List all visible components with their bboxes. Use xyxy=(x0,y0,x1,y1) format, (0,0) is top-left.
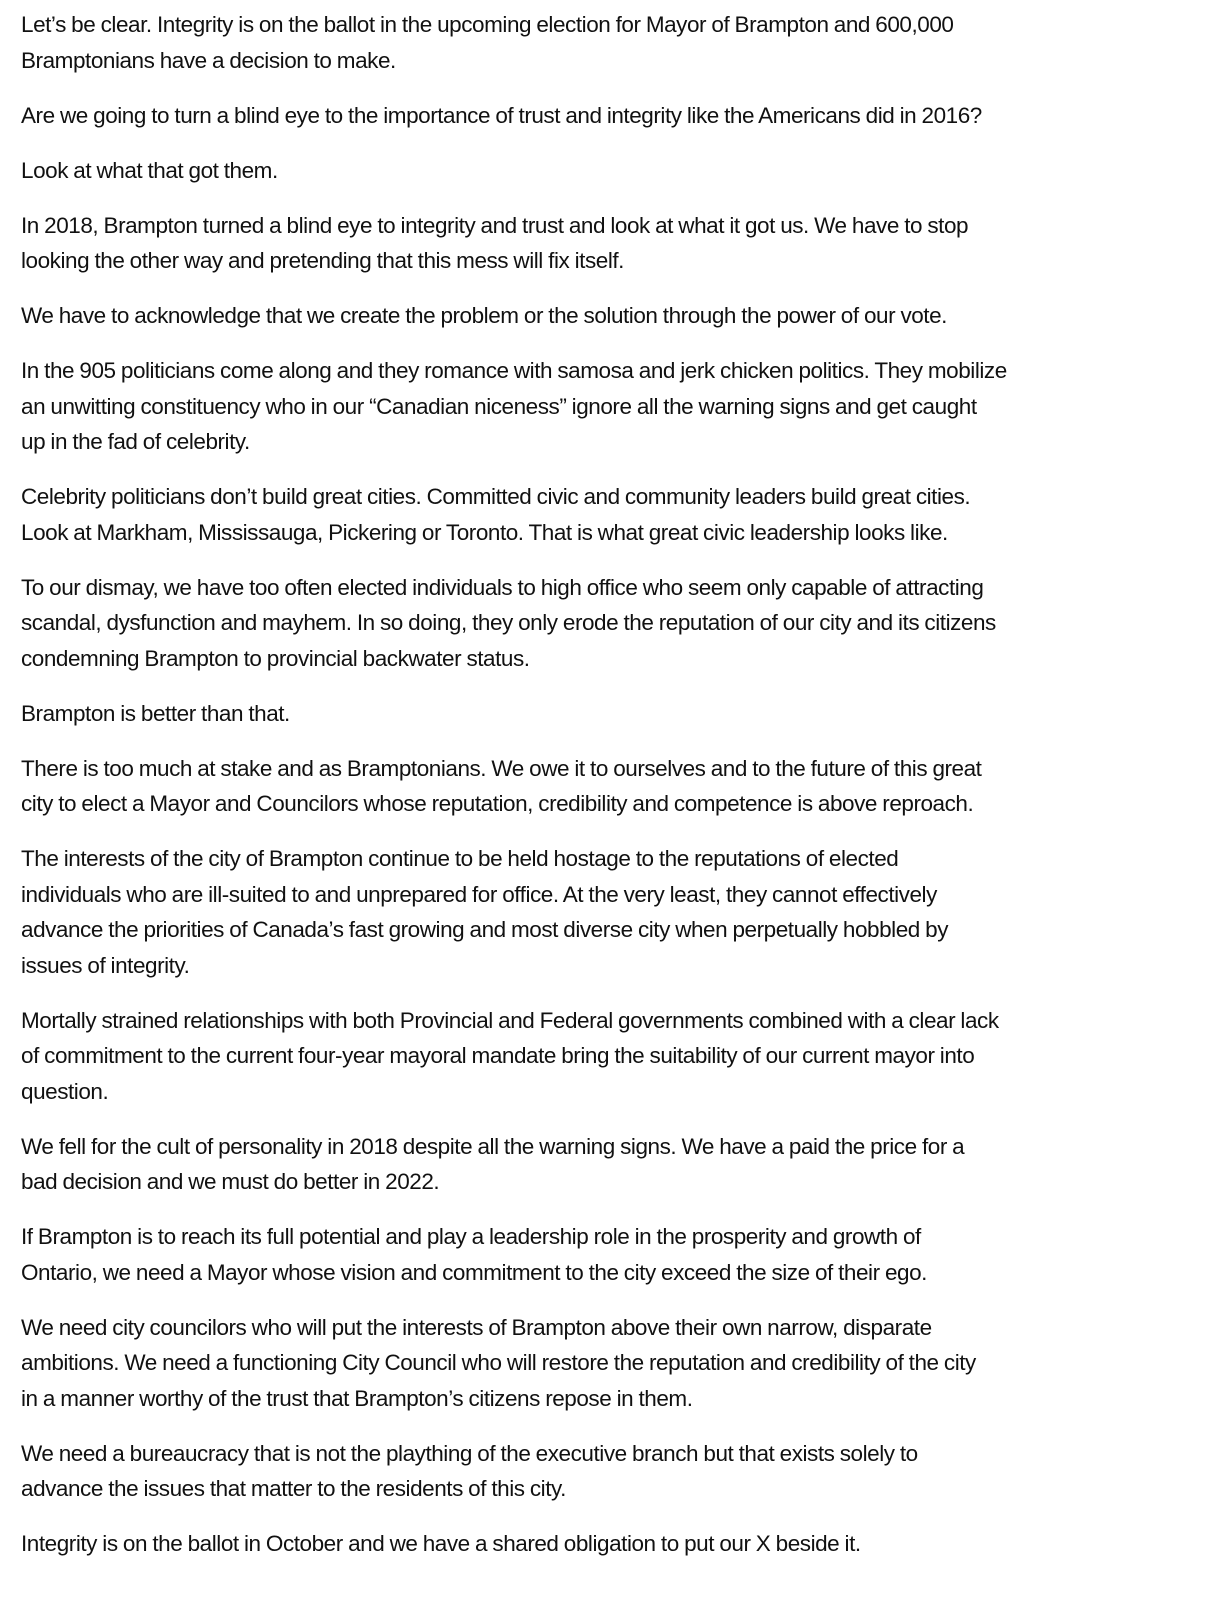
text-line: Look at Markham, Mississauga, Pickering or Toronto. That is what great civic leadership looks like. xyxy=(21,519,948,545)
text-line: Brampton is better than that. xyxy=(21,700,290,726)
paragraph xyxy=(21,7,1181,78)
paragraph xyxy=(21,570,1181,677)
text-line: In the 905 politicians come along and they romance with samosa and jerk chicken politics. They mobilize xyxy=(21,358,1007,383)
text-line: city to elect a Mayor and Councilors whose reputation, credibility and competence is above reproach. xyxy=(21,791,974,816)
paragraph xyxy=(21,1129,1181,1200)
text-line: Mortally strained relationships with both Provincial and Federal governments combined with a clear lack xyxy=(21,1007,999,1033)
paragraph xyxy=(21,1219,1181,1290)
text-line: Let’s be clear. Integrity is on the ballot in the upcoming election for Mayor of Brampton and 600,000 xyxy=(21,12,954,37)
text-line: Are we going to turn a blind eye to the importance of trust and integrity like the Americans did in 2016? xyxy=(21,102,982,128)
text-line: To our dismay, we have too often elected individuals to high office who seem only capable of attracting xyxy=(21,574,984,600)
paragraph xyxy=(21,479,1181,550)
text-line: advance the priorities of Canada’s fast growing and most diverse city when perpetually hobbled by xyxy=(21,917,949,942)
text-line: We have to acknowledge that we create the problem or the solution through the power of our vote. xyxy=(21,303,947,328)
text-line: If Brampton is to reach its full potential and play a leadership role in the prosperity and growth of xyxy=(21,1224,921,1249)
text-line: Celebrity politicians don’t build great cities. Committed civic and community leaders build great cities. xyxy=(21,484,971,509)
text-line: We fell for the cult of personality in 2018 despite all the warning signs. We have a paid the price for a xyxy=(21,1133,965,1159)
text-line: an unwitting constituency who in our “Canadian niceness” ignore all the warning signs and get caught xyxy=(21,393,977,419)
text-line: bad decision and we must do better in 2022. xyxy=(21,1169,440,1194)
text-line: ambitions. We need a functioning City Council who will restore the reputation and credibility of the city xyxy=(21,1350,976,1375)
text-line: The interests of the city of Brampton continue to be held hostage to the reputations of elected xyxy=(21,846,899,871)
text-line: up in the fad of celebrity. xyxy=(21,429,250,454)
text-line: In 2018, Brampton turned a blind eye to integrity and trust and look at what it got us. We have to stop xyxy=(21,212,969,238)
text-line: Ontario, we need a Mayor whose vision and commitment to the city exceed the size of their ego. xyxy=(21,1259,927,1285)
paragraph xyxy=(21,696,1181,732)
text-line: We need a bureaucracy that is not the plaything of the executive branch but that exists solely to xyxy=(21,1440,918,1466)
text-line: question. xyxy=(21,1078,109,1104)
text-line: looking the other way and pretending that this mess will fix itself. xyxy=(21,248,624,273)
paragraph xyxy=(21,1310,1181,1417)
paragraph xyxy=(21,1436,1181,1507)
text-line: Integrity is on the ballot in October and we have a shared obligation to put our X beside it. xyxy=(21,1531,861,1556)
text-line: advance the issues that matter to the residents of this city. xyxy=(21,1476,566,1501)
paragraph xyxy=(21,208,1181,279)
paragraph xyxy=(21,1526,1181,1562)
text-line: Bramptonians have a decision to make. xyxy=(21,47,396,73)
paragraph xyxy=(21,751,1181,822)
text-line: Look at what that got them. xyxy=(21,157,278,183)
text-line: There is too much at stake and as Bramptonians. We owe it to ourselves and to the future of this great xyxy=(21,755,982,781)
text-line: issues of integrity. xyxy=(21,952,190,978)
text-line: condemning Brampton to provincial backwater status. xyxy=(21,645,530,671)
paragraph xyxy=(21,353,1181,460)
text-line: individuals who are ill-suited to and unprepared for office. At the very least, they cannot effectively xyxy=(21,881,937,907)
text-line: in a manner worthy of the trust that Brampton’s citizens repose in them. xyxy=(21,1385,693,1411)
paragraph xyxy=(21,841,1181,983)
text-line: scandal, dysfunction and mayhem. In so doing, they only erode the reputation of our city and its citizens xyxy=(21,610,996,635)
paragraph xyxy=(21,1003,1181,1110)
text-line: We need city councilors who will put the interests of Brampton above their own narrow, disparate xyxy=(21,1314,932,1340)
paragraph xyxy=(21,98,1181,134)
paragraph xyxy=(21,153,1181,189)
document-body xyxy=(21,7,1181,1581)
text-line: of commitment to the current four-year mayoral mandate bring the suitability of our current mayor into xyxy=(21,1043,975,1068)
paragraph xyxy=(21,298,1181,334)
